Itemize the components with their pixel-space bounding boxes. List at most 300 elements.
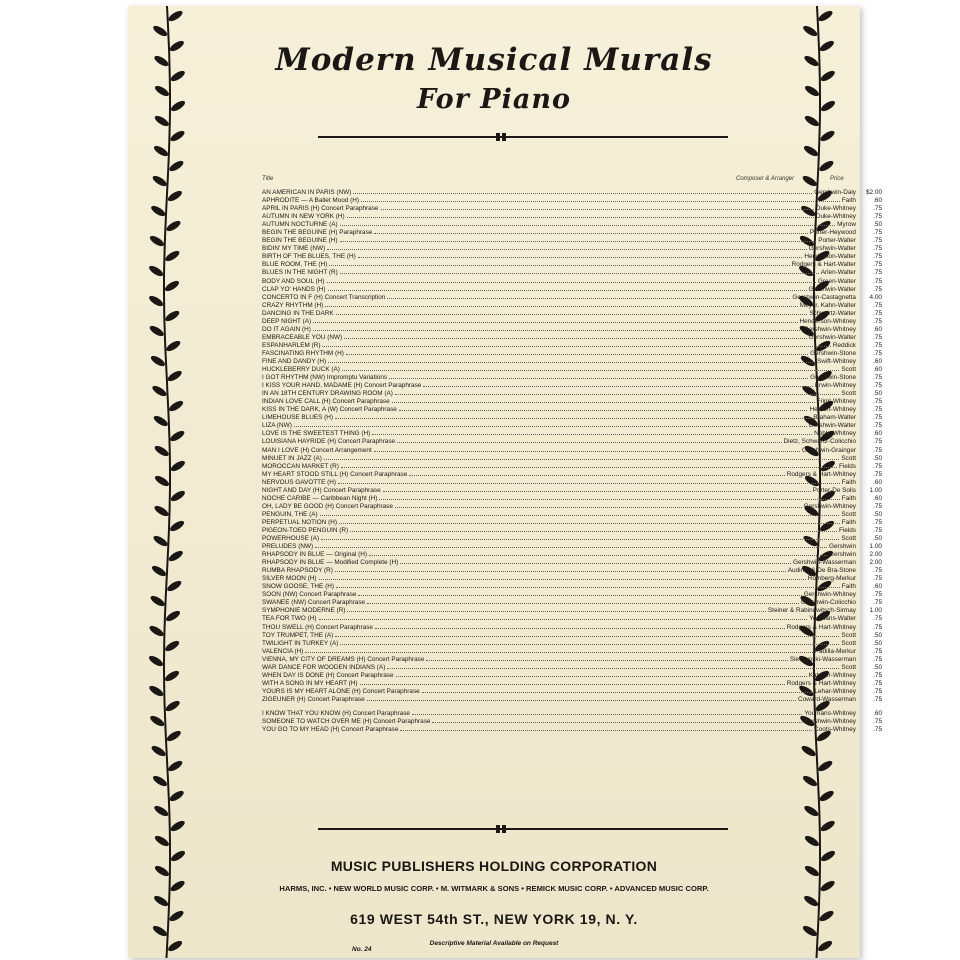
price: .75 [873,623,882,631]
list-item [262,269,882,277]
dot-leader [347,608,765,612]
vine-leaf [169,489,186,503]
list-item [262,326,882,334]
composer-arranger: Scott [841,366,856,374]
list-item [262,640,882,648]
vine-leaf [153,444,170,458]
dot-leader [350,528,837,532]
list-item [262,253,882,261]
dot-leader [399,407,808,411]
dot-leader [392,399,815,403]
dot-leader [361,198,840,202]
song-title: ZIGEUNER (H) Concert Paraphrase [262,695,365,703]
song-title: INDIAN LOVE CALL (H) Concert Paraphrase [262,398,390,406]
song-title: SNOW GOOSE, THE (H) [262,583,334,591]
song-title: MINUET IN JAZZ (A) [262,454,322,462]
dot-leader [339,520,840,524]
vine-leaf [152,534,169,548]
composer-arranger: Rodgers & Hart-Whitney [786,623,856,631]
price: .75 [873,470,882,478]
dot-leader [340,222,836,226]
composer-arranger: Porter-Heywood [809,229,856,237]
vine-leaf [819,819,836,833]
composer-arranger: Gershwin-Walter [808,333,856,341]
list-item [262,310,882,318]
price: .60 [873,357,882,365]
publisher-address: 619 WEST 54th ST., NEW YORK 19, N. Y. [350,911,638,927]
price: 2.00 [869,551,882,559]
vine-leaf [802,24,819,38]
vine-leaf [803,114,820,128]
catalog-page [128,6,882,958]
dot-leader [335,633,839,637]
song-title: IN AN 18TH CENTURY DRAWING ROOM (A) [262,390,393,398]
song-title: TEA FOR TWO (H) [262,615,317,623]
vine-leaf [151,774,168,788]
list-item [262,229,882,237]
vine-leaf [802,144,819,158]
price: .75 [873,718,882,726]
price: .75 [873,309,882,317]
price: .50 [873,454,882,462]
vine-leaf [163,669,180,683]
vine-leaf [166,579,183,593]
list-item [262,463,882,471]
composer-arranger: Faith [841,583,856,591]
composer-arranger: Braham-Walter [813,414,856,422]
list-item [262,696,882,704]
vine-leaf [168,159,185,173]
list-item [262,358,882,366]
vine-leaf [149,594,166,608]
price: .75 [873,687,882,695]
list-item [262,318,882,326]
list-item [262,390,882,398]
song-title: YOU GO TO MY HEAD (H) Concert Paraphrase [262,726,399,734]
vine-leaf [166,189,183,203]
composer-arranger: Padilla-Merkur [814,647,856,655]
vine-leaf [148,684,165,698]
dot-leader [294,423,807,427]
price: .50 [873,631,882,639]
catalog-number: No. 24 [352,946,372,953]
price: .75 [873,245,882,253]
list-item [262,342,882,350]
bottom-divider [318,828,728,830]
dot-leader [315,544,827,548]
vine-leaf [149,714,166,728]
vine-leaf [148,324,165,338]
vine-leaf [153,834,170,848]
composer-arranger: Youmans-Whitney [804,710,856,717]
price: .75 [873,253,882,261]
vine-leaf [165,729,182,743]
list-item [262,430,882,438]
composer-arranger: Faith [841,478,856,486]
list-item [262,559,882,567]
dot-leader [305,649,812,653]
list-item [262,334,882,342]
list-item [262,718,882,726]
price: .75 [873,317,882,325]
song-title: YOURS IS MY HEART ALONE (H) Concert Paraphrase [262,687,420,695]
price: .75 [873,382,882,390]
dot-leader [329,262,789,266]
song-title: BIRTH OF THE BLUES, THE (H) [262,253,356,261]
price: .75 [873,301,882,309]
composer-arranger: Gershwin-Wasserman [793,559,856,567]
vine-leaf [149,354,166,368]
dot-leader [320,512,840,516]
price: .75 [873,726,882,734]
song-title: AN AMERICAN IN PARIS (NW) [262,189,352,196]
vine-leaf [165,219,182,233]
price: .75 [873,679,882,687]
song-title: ESPANHARLEM (R) [262,341,321,349]
list-item [262,503,882,511]
vine-leaf [817,9,834,23]
price: .75 [873,398,882,406]
dot-leader [327,246,807,250]
composer-arranger: Scott [841,663,856,671]
dot-leader [344,335,807,339]
dot-leader [374,448,800,452]
composer-arranger: Noble-Whitney [814,430,856,438]
price: .75 [873,341,882,349]
price: .75 [873,414,882,422]
vine-leaf [803,834,820,848]
vine-leaf [164,249,181,263]
column-header-price: Price [830,176,844,182]
price: 2.00 [869,559,882,567]
price: .75 [873,406,882,414]
song-title: DANCING IN THE DARK [262,309,334,317]
composer-arranger: Scott [841,639,856,647]
price: .75 [873,261,882,269]
song-title: POWERHOUSE (A) [262,535,320,543]
vine-leaf [801,174,818,188]
composer-arranger: Sieczynski-Wasserman [789,655,856,663]
dot-leader [338,480,840,484]
composer-arranger: Audinot & De Bra-Stone [787,567,856,575]
dot-leader [327,279,816,283]
page-title: Modern Musical Murals [275,42,713,78]
list-item [262,688,882,696]
price: .75 [873,647,882,655]
composer-arranger: Scott [841,454,856,462]
list-item [262,511,882,519]
column-header-title: Title [262,176,274,182]
vine-leaf [168,789,185,803]
dot-leader [426,657,787,661]
vine-leaf [164,639,181,653]
price: .60 [873,325,882,333]
list-item [262,350,882,358]
price: .75 [873,285,882,293]
price: .75 [873,695,882,703]
list-item [262,607,882,615]
vine-leaf [164,309,181,323]
vine-leaf [169,429,186,443]
dot-leader [319,616,808,620]
vine-leaf [147,654,164,668]
dot-leader [335,568,786,572]
composer-arranger: Gershwin-Whitney [803,591,856,599]
song-title: SOON (NW) Concert Paraphrase [262,591,357,599]
list-item [262,710,882,718]
list-item [262,495,882,503]
composer-arranger: Katcher-Whitney [808,671,856,679]
composer-arranger: Reddick [832,341,856,349]
song-title: PENGUIN, THE (A) [262,510,318,518]
top-divider [318,136,728,138]
song-title: EMBRACEABLE YOU (NW) [262,333,343,341]
composer-arranger: Gershwin-Walter [808,245,856,253]
price: .75 [873,374,882,382]
price: .75 [873,591,882,599]
song-title: OH, LADY BE GOOD (H) Concert Paraphrase [262,502,393,510]
vine-leaf [819,129,836,143]
composer-arranger: Scott [841,510,856,518]
song-title: NOCHE CARIBE — Caribbean Night (H) [262,494,378,502]
dot-leader [395,504,802,508]
song-title: THOU SWELL (H) Concert Paraphrase [262,623,373,631]
song-title: KISS IN THE DARK, A (W) Concert Paraphrase [262,406,397,414]
vine-leaf [153,804,170,818]
price: 1.00 [869,607,882,615]
song-title: CONCERTO IN F (H) Concert Transcription [262,293,386,301]
vine-leaf [163,279,180,293]
composer-arranger: Gershwin-Stone [810,349,856,357]
list-item [262,583,882,591]
dot-leader [325,303,797,307]
list-item [262,374,882,382]
song-title: LOUISIANA HAYRIDE (H) Concert Paraphrase [262,438,396,446]
song-title: TWILIGHT IN TURKEY (A) [262,639,339,647]
vine-leaf [801,774,818,788]
song-title: BEGIN THE BEGUINE (H) [262,237,338,245]
song-title: SILVER MOON (H) [262,575,317,583]
song-title: MY HEART STOOD STILL (H) Concert Paraphrase [262,470,408,478]
price: .50 [873,510,882,518]
vine-leaf [165,339,182,353]
song-title: FASCINATING RHYTHM (H) [262,349,344,357]
list-item [262,189,882,197]
vine-leaf [166,369,183,383]
song-title: APHRODITE — A Ballet Mood (H) [262,197,359,205]
dot-leader [328,359,815,363]
composer-arranger: Meyer, Kahn-Walter [799,301,856,309]
vine-leaf [817,759,834,773]
list-item [262,366,882,374]
list-item [262,205,882,213]
song-title: AUTUMN NOCTURNE (A) [262,221,338,229]
composer-arranger: Gershwin-Walter [808,422,856,430]
vine-leaf [153,474,170,488]
imprint-list: HARMS, INC. • NEW WORLD MUSIC CORP. • M. WITMARK & SONS • REMICK MUSIC CORP. • ADVANCED MUSIC CORP. [279,884,709,893]
price: .75 [873,269,882,277]
price: .75 [873,277,882,285]
vine-leaf [151,384,168,398]
price: .60 [873,710,882,717]
song-title: LIZA (NW) [262,422,292,430]
composer-arranger: Porter-De Solis [812,486,856,494]
dot-leader [319,576,806,580]
list-item [262,382,882,390]
vine-leaf [150,564,167,578]
composer-arranger: Erwin-Whitney [814,382,856,390]
song-title: WITH A SONG IN MY HEART (H) [262,679,358,687]
list-item [262,294,882,302]
price: .75 [873,526,882,534]
list-item [262,591,882,599]
vine-leaf [168,399,185,413]
list-item [262,519,882,527]
dot-leader [396,673,807,677]
song-title: I KNOW THAT YOU KNOW (H) Concert Paraphrase [262,710,410,717]
price: 4.00 [869,293,882,301]
dot-leader [369,552,827,556]
vine-leaf [153,114,170,128]
dot-leader [340,641,839,645]
price: .75 [873,615,882,623]
list-item [262,398,882,406]
composer-arranger: Scott [841,631,856,639]
list-item [262,302,882,310]
list-item [262,567,882,575]
dot-leader [358,254,803,258]
price: .75 [873,599,882,607]
price: .50 [873,639,882,647]
composer-arranger: Faith [841,494,856,502]
song-title: WAR DANCE FOR WOODEN INDIANS (A) [262,663,386,671]
song-title: SOMEONE TO WATCH OVER ME (H) Concert Paraphrase [262,718,431,726]
dot-leader [336,311,808,315]
composer-arranger: Arlen-Walter [820,269,856,277]
composer-arranger: Gershwin-Stone [810,374,856,382]
song-title: WHEN DAY IS DONE (H) Concert Paraphrase [262,671,394,679]
dot-leader [353,190,812,194]
vine-leaf [150,744,167,758]
composer-arranger: Henderson-Walter [804,253,856,261]
price: .75 [873,438,882,446]
dot-leader [340,270,819,274]
price: .75 [873,462,882,470]
dot-leader [409,472,784,476]
price: .75 [873,205,882,213]
dot-leader [374,230,807,234]
composer-arranger: Fields [838,526,856,534]
dot-leader [328,287,807,291]
vine-leaf [152,24,169,38]
composer-arranger: Dietz, Schwartz-Colicchio [783,438,856,446]
dot-leader [347,214,814,218]
list-item [262,245,882,253]
vine-leaf [818,159,835,173]
price: .75 [873,229,882,237]
composer-arranger: Green-Walter [817,277,856,285]
dot-leader [383,488,811,492]
price: .60 [873,366,882,374]
price: .60 [873,478,882,486]
vine-leaf [148,624,165,638]
vine-leaf [169,819,186,833]
composer-arranger: Scott [841,535,856,543]
composer-arranger: Friml-Whitney [816,398,856,406]
song-title: VALENCIA (H) [262,647,304,655]
price: .75 [873,567,882,575]
list-item [262,726,882,734]
composer-arranger: Steiner & Rabinowitsch-Sirmay [767,607,856,615]
composer-arranger: Gershwin-Whitney [803,502,856,510]
publisher-name: MUSIC PUBLISHERS HOLDING CORPORATION [330,858,658,874]
price: .60 [873,494,882,502]
vine-leaf [164,699,181,713]
song-title: RHAPSODY IN BLUE — Original (H) [262,551,367,559]
composer-arranger: Faith [841,518,856,526]
song-title: NERVOUS GAVOTTE (H) [262,478,336,486]
vine-leaf [169,519,186,533]
composer-arranger: Faith [841,197,856,205]
dot-leader [367,697,796,701]
song-title: RHAPSODY IN BLUE — Modified Complete (H) [262,559,399,567]
list-item [262,438,882,446]
dot-leader [387,665,839,669]
list-item [262,286,882,294]
list-item [262,575,882,583]
composer-arranger: Gershwin-Castagnetta [792,293,856,301]
price: .50 [873,221,882,229]
dot-leader [379,496,839,500]
list-item [262,632,882,640]
price: 1.00 [869,486,882,494]
price: 1.00 [869,543,882,551]
song-title: SWANEE (NW) Concert Paraphrase [262,599,366,607]
composer-arranger: Scott [841,390,856,398]
price: .75 [873,333,882,341]
vine-leaf [169,129,186,143]
composer-arranger: Youmans-Walter [809,615,856,623]
composer-arranger: Duke-Whitney [815,205,856,213]
composer-arranger: Herbert-Whitney [809,406,856,414]
list-item [262,624,882,632]
song-title: PERPETUAL NOTION (H) [262,518,338,526]
composer-arranger: Porter-Walter [818,237,856,245]
dot-leader [346,351,808,355]
vine-leaf [167,759,184,773]
list-item [262,648,882,656]
dot-leader [375,625,785,629]
dot-leader [324,456,840,460]
vine-leaf [152,144,169,158]
composer-arranger: Gershwin-Daly [814,189,856,196]
dot-leader [360,681,785,685]
vine-leaf [169,459,186,473]
price: .75 [873,213,882,221]
vine-leaf [803,894,820,908]
dot-leader [423,383,812,387]
song-title: DO IT AGAIN (H) [262,325,311,333]
vine-leaf [818,789,835,803]
price: .60 [873,197,882,205]
composer-arranger: Fields [838,462,856,470]
song-title: PRELUDES (NW) [262,543,314,551]
song-title: PIGEON-TOED PENGUIN (R) [262,526,349,534]
dot-leader [322,343,830,347]
vine-leaf [148,264,165,278]
list-item [262,197,882,205]
song-title: VIENNA, MY CITY OF DREAMS (H) Concert Paraphrase [262,655,425,663]
